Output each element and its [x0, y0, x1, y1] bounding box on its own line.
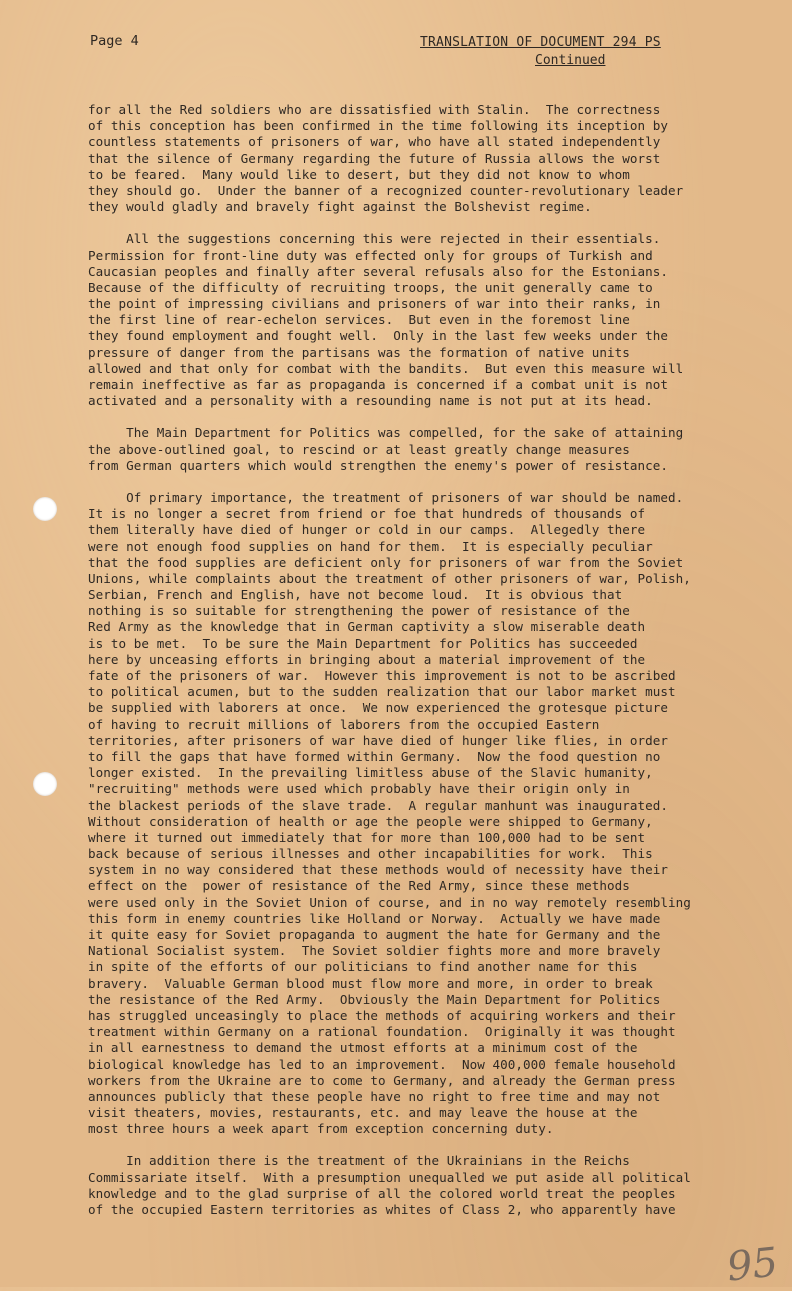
text-line: Commissariate itself. With a presumption unequalled we put aside all political [88, 1169, 691, 1185]
text-line: allowed and that only for combat with the bandits. But even this measure will [88, 360, 684, 376]
text-line: system in no way considered that these methods would of necessity have their [88, 862, 669, 878]
text-line: Unions, while complaints about the treatment of other prisoners of war, Polish, [88, 570, 691, 586]
text-line: in spite of the efforts of our politicians to find another name for this [88, 959, 638, 975]
text-line: visit theaters, movies, restaurants, etc. and may leave the house at the [88, 1105, 638, 1121]
paragraph [88, 231, 748, 409]
text-line: Red Army as the knowledge that in German captivity a slow miserable death [88, 619, 646, 635]
text-line: pressure of danger from the partisans was the formation of native units [88, 344, 630, 360]
text-line: the blackest periods of the slave trade. A regular manhunt was inaugurated. [88, 797, 669, 813]
text-line: the above-outlined goal, to rescind or at least greatly change measures [88, 441, 630, 457]
text-line: treatment within Germany on a rational foundation. Originally it was thought [88, 1024, 676, 1040]
text-line: were not enough food supplies on hand for them. It is especially peculiar [88, 538, 653, 554]
text-line: territories, after prisoners of war have died of hunger like flies, in order [88, 732, 669, 748]
text-line: to be feared. Many would like to desert, but they did not know to whom [88, 166, 630, 182]
text-line: It is no longer a secret from friend or foe that hundreds of thousands of [88, 506, 646, 522]
text-line: biological knowledge has led to an improvement. Now 400,000 female household [88, 1056, 676, 1072]
text-line: in all earnestness to demand the utmost efforts at a minimum cost of the [88, 1040, 638, 1056]
text-line: here by unceasing efforts in bringing about a material improvement of the [88, 651, 646, 667]
text-line: the first line of rear-echelon services. But even in the foremost line [88, 312, 630, 328]
text-line: to fill the gaps that have formed within Germany. Now the food question no [88, 748, 661, 764]
text-line: Because of the difficulty of recruiting troops, the unit generally came to [88, 279, 653, 295]
text-line: it quite easy for Soviet propaganda to augment the hate for Germany and the [88, 927, 661, 942]
text-line: of having to recruit millions of laborers from the occupied Eastern [88, 716, 600, 732]
text-line: they found employment and fought well. Only in the last few weeks under the [88, 328, 669, 344]
text-line: this form in enemy countries like Holland or Norway. Actually we have made [88, 910, 661, 926]
text-line: fate of the prisoners of war. However this improvement is not to be ascribed [88, 668, 676, 683]
text-line: bravery. Valuable German blood must flow more and more, in order to break [88, 975, 653, 991]
text-line: "recruiting" methods were used which probably have their origin only in [88, 781, 630, 797]
text-line: Permission for front-line duty was effected only for groups of Turkish and [88, 247, 653, 263]
text-line: knowledge and to the glad surprise of all the colored world treat the peoples [88, 1185, 676, 1201]
text-line: to political acumen, but to the sudden realization that our labor market must [88, 684, 676, 700]
text-line: they should go. Under the banner of a recognized counter-revolutionary leader [88, 182, 684, 198]
paragraph [88, 1153, 748, 1218]
paragraph [88, 102, 748, 215]
document-subtitle: Continued [535, 53, 606, 68]
text-line: be supplied with laborers at once. We now experienced the grotesque picture [88, 700, 669, 716]
text-line: them literally have died of hunger or cold in our camps. Allegedly there [88, 522, 646, 538]
text-line: effect on the power of resistance of the Red Army, since these methods [88, 878, 630, 894]
body-text [88, 102, 748, 1234]
text-line: activated and a personality with a resounding name is not put at its head. [88, 393, 653, 409]
text-line: has struggled unceasingly to place the methods of acquiring workers and their [88, 1007, 676, 1023]
text-line: Serbian, French and English, have not become loud. It is obvious that [88, 587, 623, 603]
text-line: of this conception has been confirmed in the time following its inception by [88, 118, 669, 134]
text-line: of the occupied Eastern territories as whites of Class 2, who apparently have [88, 1202, 676, 1217]
text-line: In addition there is the treatment of the Ukrainians in the Reichs [88, 1153, 630, 1169]
text-line: longer existed. In the prevailing limitless abuse of the Slavic humanity, [88, 765, 653, 781]
text-line: that the food supplies are deficient only for prisoners of war from the Soviet [88, 554, 684, 570]
text-line: nothing is so suitable for strengthening the power of resistance of the [88, 603, 630, 619]
text-line: Without consideration of health or age the people were shipped to Germany, [88, 813, 653, 829]
paragraph [88, 490, 748, 1138]
text-line: announces publicly that these people have no right to free time and may not [88, 1088, 661, 1104]
text-line: All the suggestions concerning this were rejected in their essentials. [88, 231, 661, 247]
text-line: from German quarters which would strengthen the enemy's power of resistance. [88, 457, 669, 473]
text-line: National Socialist system. The Soviet soldier fights more and more bravely [88, 943, 661, 959]
handwritten-page-number: 95 [724, 1239, 781, 1291]
paragraph [88, 425, 748, 474]
text-line: Of primary importance, the treatment of prisoners of war should be named. [88, 489, 684, 505]
punch-hole [33, 772, 57, 796]
text-line: is to be met. To be sure the Main Department for Politics has succeeded [88, 635, 638, 651]
text-line: workers from the Ukraine are to come to Germany, and already the German press [88, 1072, 676, 1088]
punch-hole [33, 497, 57, 521]
text-line: remain ineffective as far as propaganda is concerned if a combat unit is not [88, 377, 669, 392]
text-line: Caucasian peoples and finally after several refusals also for the Estonians. [88, 263, 669, 279]
document-title: TRANSLATION OF DOCUMENT 294 PS [420, 35, 661, 50]
text-line: countless statements of prisoners of war, who have all stated independently [88, 134, 661, 150]
text-line: the resistance of the Red Army. Obviously the Main Department for Politics [88, 991, 661, 1007]
text-line: The Main Department for Politics was compelled, for the sake of attaining [88, 425, 684, 441]
text-line: most three hours a week apart from exception concerning duty. [88, 1121, 554, 1137]
text-line: where it turned out immediately that for more than 100,000 had to be sent [88, 829, 646, 845]
text-line: were used only in the Soviet Union of course, and in no way remotely resembling [88, 894, 691, 910]
text-line: back because of serious illnesses and other incapabilities for work. This [88, 846, 653, 862]
text-line: they would gladly and bravely fight against the Bolshevist regime. [88, 199, 592, 215]
page-number: Page 4 [90, 33, 139, 49]
text-line: that the silence of Germany regarding the future of Russia allows the worst [88, 150, 661, 166]
text-line: for all the Red soldiers who are dissatisfied with Stalin. The correctness [88, 102, 661, 117]
text-line: the point of impressing civilians and prisoners of war into their ranks, in [88, 296, 661, 312]
